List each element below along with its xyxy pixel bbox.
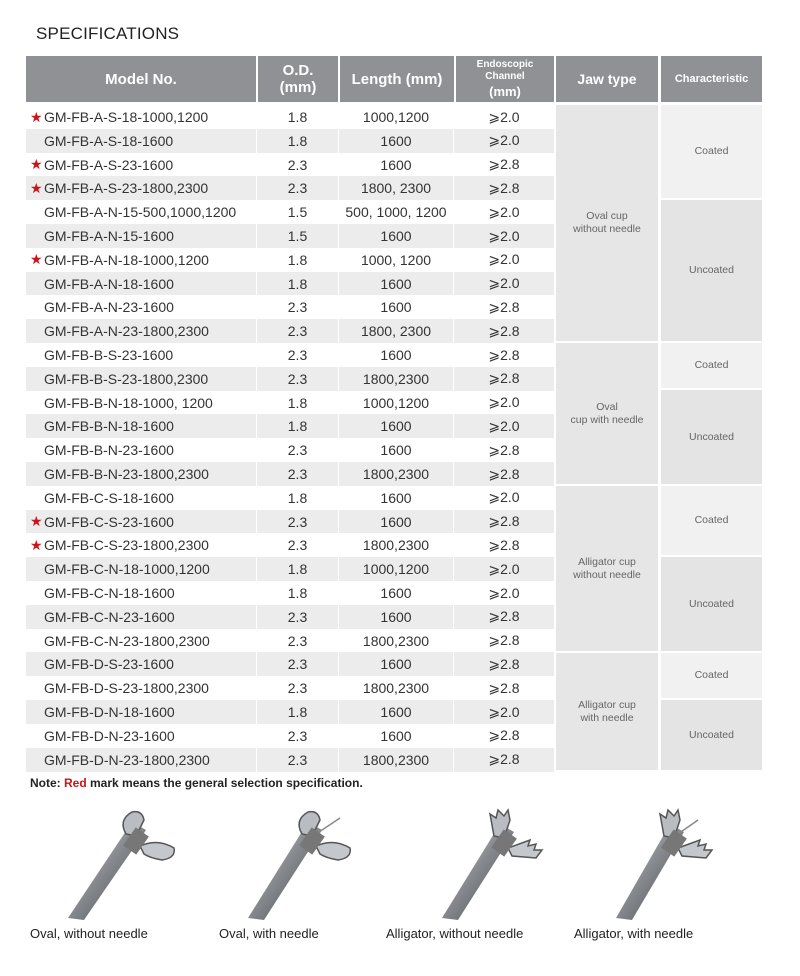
channel-cell: ⩾2.0: [488, 108, 520, 125]
channel-cell: ⩾2.0: [488, 560, 520, 577]
forceps-oval-without-needle-image: [40, 800, 200, 920]
header-length-label: Length (mm): [351, 70, 443, 88]
od-cell: 2.3: [257, 510, 339, 534]
od-cell: 1.8: [257, 105, 339, 129]
od-cell: 1.8: [257, 414, 339, 438]
specifications-table: [26, 56, 764, 770]
model-number: GM-FB-C-N-23-1600: [44, 608, 175, 625]
characteristic-label: Uncoated: [689, 430, 734, 443]
table-row: [26, 629, 554, 653]
table-row: [26, 272, 554, 296]
jaw-group-alligator-without-needle: [556, 486, 658, 651]
page-title: SPECIFICATIONS: [36, 24, 180, 43]
model-cell: [26, 414, 257, 438]
note-prefix: Note:: [30, 776, 64, 790]
jaw-group-line2: with needle: [580, 711, 634, 724]
length-cell: 1000,1200: [339, 105, 454, 129]
table-row: [26, 581, 554, 605]
model-cell: [26, 105, 257, 129]
note-suffix: mark means the general selection specification.: [86, 776, 363, 790]
length-cell: 1000,1200: [339, 557, 454, 581]
red-star-icon: ★: [30, 513, 43, 530]
length-cell: 1600: [339, 295, 454, 319]
model-number: GM-FB-A-N-18-1000,1200: [44, 251, 209, 268]
model-number: GM-FB-C-S-23-1600: [44, 513, 174, 530]
characteristic-coated: [661, 653, 762, 698]
table-row: [26, 533, 554, 557]
od-cell: 2.3: [257, 652, 339, 676]
channel-cell: ⩾2.0: [488, 703, 520, 720]
od-cell: 1.8: [257, 486, 339, 510]
red-star-icon: ★: [30, 156, 43, 173]
header-od-line2: (mm): [279, 79, 317, 96]
model-cell: [26, 605, 257, 629]
model-number: GM-FB-A-N-15-1600: [44, 228, 174, 244]
model-number: GM-FB-D-S-23-1600: [44, 656, 174, 673]
channel-cell: ⩾2.8: [488, 632, 520, 649]
model-cell: [26, 748, 257, 772]
product-caption: Oval, without needle: [30, 926, 148, 941]
header-jaw-label: Jaw type: [577, 70, 637, 87]
model-number: GM-FB-B-S-23-1800,2300: [44, 370, 209, 387]
table-row: [26, 367, 554, 391]
jaw-group-line2: without needle: [573, 568, 641, 581]
od-cell: 2.3: [257, 295, 339, 319]
od-cell: 1.5: [257, 224, 339, 248]
length-cell: 1800,2300: [339, 629, 454, 653]
od-cell: 2.3: [257, 462, 339, 486]
channel-cell: ⩾2.8: [488, 441, 520, 458]
model-cell: [26, 724, 257, 748]
od-cell: 2.3: [257, 533, 339, 557]
length-cell: 1600: [339, 343, 454, 367]
characteristic-label: Uncoated: [689, 728, 734, 741]
channel-cell: ⩾2.0: [488, 584, 520, 601]
characteristic-label: Uncoated: [689, 264, 734, 276]
od-cell: 1.8: [257, 557, 339, 581]
table-row: [26, 510, 554, 534]
model-number: GM-FB-A-S-18-1600: [44, 132, 174, 149]
table-row: [26, 391, 554, 415]
od-cell: 2.3: [257, 748, 339, 772]
characteristic-label: Coated: [694, 514, 729, 526]
channel-cell: ⩾2.8: [488, 346, 520, 363]
channel-cell: ⩾2.0: [488, 132, 520, 149]
table-row: [26, 343, 554, 367]
length-cell: 1600: [339, 652, 454, 676]
od-cell: 2.3: [257, 676, 339, 700]
model-number: GM-FB-A-N-23-1600: [44, 299, 174, 316]
od-cell: 2.3: [257, 724, 339, 748]
model-number: GM-FB-A-N-18-1600: [44, 275, 174, 292]
length-cell: 1800,2300: [339, 367, 454, 391]
jaw-group-line1: Oval cup: [586, 210, 628, 222]
product-caption: Alligator, with needle: [574, 926, 694, 941]
model-cell: [26, 676, 257, 700]
table-row: [26, 486, 554, 510]
jaw-group-oval-without-needle: [556, 105, 658, 341]
model-number: GM-FB-C-S-18-1600: [44, 489, 174, 506]
model-number: GM-FB-C-N-23-1800,2300: [44, 632, 210, 649]
table-row: [26, 700, 554, 724]
characteristic-label: Coated: [694, 359, 729, 371]
model-cell: [26, 652, 257, 676]
length-cell: 1600: [339, 438, 454, 462]
length-cell: 1600: [339, 700, 454, 724]
model-number: GM-FB-B-N-18-1600: [44, 418, 174, 435]
model-number: GM-FB-B-S-23-1600: [44, 347, 174, 363]
channel-cell: ⩾2.0: [488, 275, 520, 292]
table-row: [26, 462, 554, 486]
header-channel: [456, 56, 554, 102]
length-cell: 500, 1000, 1200: [339, 200, 454, 224]
channel-cell: ⩾2.8: [488, 608, 520, 625]
model-cell: [26, 367, 257, 391]
model-cell: [26, 462, 257, 486]
red-star-icon: ★: [30, 179, 43, 196]
od-cell: 1.8: [257, 272, 339, 296]
channel-cell: ⩾2.8: [488, 727, 520, 744]
model-cell: [26, 224, 257, 248]
channel-cell: ⩾2.8: [488, 322, 520, 339]
channel-cell: ⩾2.8: [488, 679, 520, 696]
channel-cell: ⩾2.8: [488, 536, 520, 553]
length-cell: 1000,1200: [339, 391, 454, 415]
table-row: [26, 319, 554, 343]
model-number: GM-FB-A-S-18-1000,1200: [44, 109, 209, 125]
red-star-icon: ★: [30, 108, 43, 125]
model-cell: [26, 391, 257, 415]
jaw-group-line1: Alligator cup: [578, 698, 636, 711]
channel-cell: ⩾2.8: [488, 655, 520, 672]
length-cell: 1800, 2300: [339, 176, 454, 200]
table-row: [26, 676, 554, 700]
model-number: GM-FB-C-S-23-1800,2300: [44, 537, 209, 554]
od-cell: 2.3: [257, 438, 339, 462]
length-cell: 1600: [339, 153, 454, 177]
table-row: [26, 748, 554, 772]
header-channel-line1: Endoscopic Channel: [476, 58, 534, 82]
model-number: GM-FB-C-N-18-1000,1200: [44, 561, 210, 578]
model-number: GM-FB-B-N-23-1800,2300: [44, 466, 209, 482]
model-number: GM-FB-D-N-23-1600: [44, 727, 175, 744]
table-row: [26, 224, 554, 248]
length-cell: 1000, 1200: [339, 248, 454, 272]
length-cell: 1800, 2300: [339, 319, 454, 343]
model-number: GM-FB-A-S-23-1600: [44, 156, 174, 173]
forceps-oval-with-needle-image: [218, 800, 378, 920]
model-cell: [26, 581, 257, 605]
od-cell: 2.3: [257, 176, 339, 200]
table-row: [26, 557, 554, 581]
model-cell: [26, 438, 257, 462]
jaw-group-line1: Oval: [596, 400, 618, 413]
model-cell: [26, 153, 257, 177]
channel-cell: ⩾2.0: [488, 417, 520, 434]
header-od: [258, 56, 338, 102]
characteristic-uncoated: [661, 200, 762, 341]
length-cell: 1800,2300: [339, 533, 454, 557]
od-cell: 2.3: [257, 343, 339, 367]
length-cell: 1600: [339, 272, 454, 296]
product-caption: Oval, with needle: [219, 926, 319, 941]
model-cell: [26, 200, 257, 224]
od-cell: 1.8: [257, 248, 339, 272]
table-row: [26, 605, 554, 629]
characteristic-uncoated: [661, 700, 762, 770]
characteristic-coated: [661, 343, 762, 388]
channel-cell: ⩾2.8: [488, 370, 520, 387]
table-row: [26, 724, 554, 748]
header-length: [340, 56, 454, 102]
model-number: GM-FB-C-N-18-1600: [44, 585, 175, 601]
model-number: GM-FB-D-S-23-1800,2300: [44, 680, 209, 697]
model-cell: [26, 295, 257, 319]
header-model-label: Model No.: [105, 70, 177, 88]
channel-cell: ⩾2.8: [488, 156, 520, 173]
jaw-group-line2: without needle: [573, 223, 641, 235]
length-cell: 1600: [339, 414, 454, 438]
table-row: [26, 652, 554, 676]
table-row: [26, 200, 554, 224]
channel-cell: ⩾2.0: [488, 489, 520, 506]
od-cell: 1.8: [257, 129, 339, 153]
od-cell: 2.3: [257, 153, 339, 177]
channel-cell: ⩾2.8: [488, 298, 520, 315]
od-cell: 1.8: [257, 581, 339, 605]
jaw-group-line2: cup with needle: [570, 413, 644, 426]
characteristic-uncoated: [661, 390, 762, 484]
product-caption: Alligator, without needle: [386, 926, 524, 941]
od-cell: 2.3: [257, 629, 339, 653]
characteristic-uncoated: [661, 557, 762, 651]
channel-cell: ⩾2.0: [488, 227, 520, 244]
header-model: [26, 56, 256, 102]
channel-cell: ⩾2.8: [488, 465, 520, 482]
od-cell: 1.8: [257, 391, 339, 415]
channel-cell: ⩾2.0: [488, 203, 520, 220]
jaw-group-alligator-with-needle: [556, 653, 658, 770]
channel-cell: ⩾2.0: [488, 394, 520, 411]
length-cell: 1600: [339, 510, 454, 534]
od-cell: 1.8: [257, 700, 339, 724]
model-cell: [26, 272, 257, 296]
red-star-icon: ★: [30, 251, 43, 268]
selection-note: [30, 776, 363, 790]
channel-cell: ⩾2.8: [488, 513, 520, 530]
table-row: [26, 414, 554, 438]
length-cell: 1600: [339, 486, 454, 510]
model-cell: [26, 557, 257, 581]
length-cell: 1800,2300: [339, 748, 454, 772]
model-number: GM-FB-A-N-15-500,1000,1200: [44, 204, 237, 221]
forceps-alligator-with-needle-image: [598, 800, 758, 920]
model-cell: [26, 510, 257, 534]
table-row: [26, 295, 554, 319]
model-cell: [26, 319, 257, 343]
model-number: GM-FB-A-S-23-1800,2300: [44, 180, 209, 197]
length-cell: 1800,2300: [339, 462, 454, 486]
header-od-line1: O.D.: [282, 62, 314, 79]
od-cell: 2.3: [257, 319, 339, 343]
model-number: GM-FB-D-N-18-1600: [44, 704, 175, 720]
forceps-alligator-without-needle-image: [412, 800, 572, 920]
channel-cell: ⩾2.8: [488, 751, 520, 768]
od-cell: 2.3: [257, 367, 339, 391]
length-cell: 1600: [339, 581, 454, 605]
table-row: [26, 129, 554, 153]
model-number: GM-FB-A-N-23-1800,2300: [44, 323, 209, 340]
table-row: [26, 438, 554, 462]
jaw-group-line1: Alligator cup: [578, 555, 636, 568]
model-cell: [26, 129, 257, 153]
model-cell: [26, 629, 257, 653]
model-cell: [26, 343, 257, 367]
length-cell: 1800,2300: [339, 676, 454, 700]
model-number: GM-FB-D-N-23-1800,2300: [44, 751, 210, 768]
model-cell: [26, 176, 257, 200]
length-cell: 1600: [339, 224, 454, 248]
length-cell: 1600: [339, 129, 454, 153]
channel-cell: ⩾2.0: [488, 251, 520, 268]
header-characteristic: [661, 56, 762, 102]
table-row: [26, 153, 554, 177]
characteristic-label: Coated: [694, 145, 729, 157]
model-cell: [26, 248, 257, 272]
table-row: [26, 248, 554, 272]
length-cell: 1600: [339, 724, 454, 748]
header-channel-line2: (mm): [489, 83, 521, 99]
model-cell: [26, 533, 257, 557]
model-cell: [26, 486, 257, 510]
model-number: GM-FB-B-N-23-1600: [44, 442, 174, 459]
od-cell: 2.3: [257, 605, 339, 629]
header-jaw-type: [556, 56, 658, 102]
characteristic-coated: [661, 105, 762, 198]
od-cell: 1.5: [257, 200, 339, 224]
table-row: [26, 105, 554, 129]
channel-cell: ⩾2.8: [488, 179, 520, 196]
length-cell: 1600: [339, 605, 454, 629]
characteristic-coated: [661, 486, 762, 555]
red-star-icon: ★: [30, 536, 43, 553]
table-row: [26, 176, 554, 200]
note-red-word: Red: [64, 776, 87, 790]
characteristic-label: Uncoated: [689, 597, 734, 610]
model-number: GM-FB-B-N-18-1000, 1200: [44, 394, 213, 411]
characteristic-label: Coated: [694, 669, 729, 681]
model-cell: [26, 700, 257, 724]
header-characteristic-label: Characteristic: [674, 73, 749, 85]
jaw-group-oval-with-needle: [556, 343, 658, 484]
